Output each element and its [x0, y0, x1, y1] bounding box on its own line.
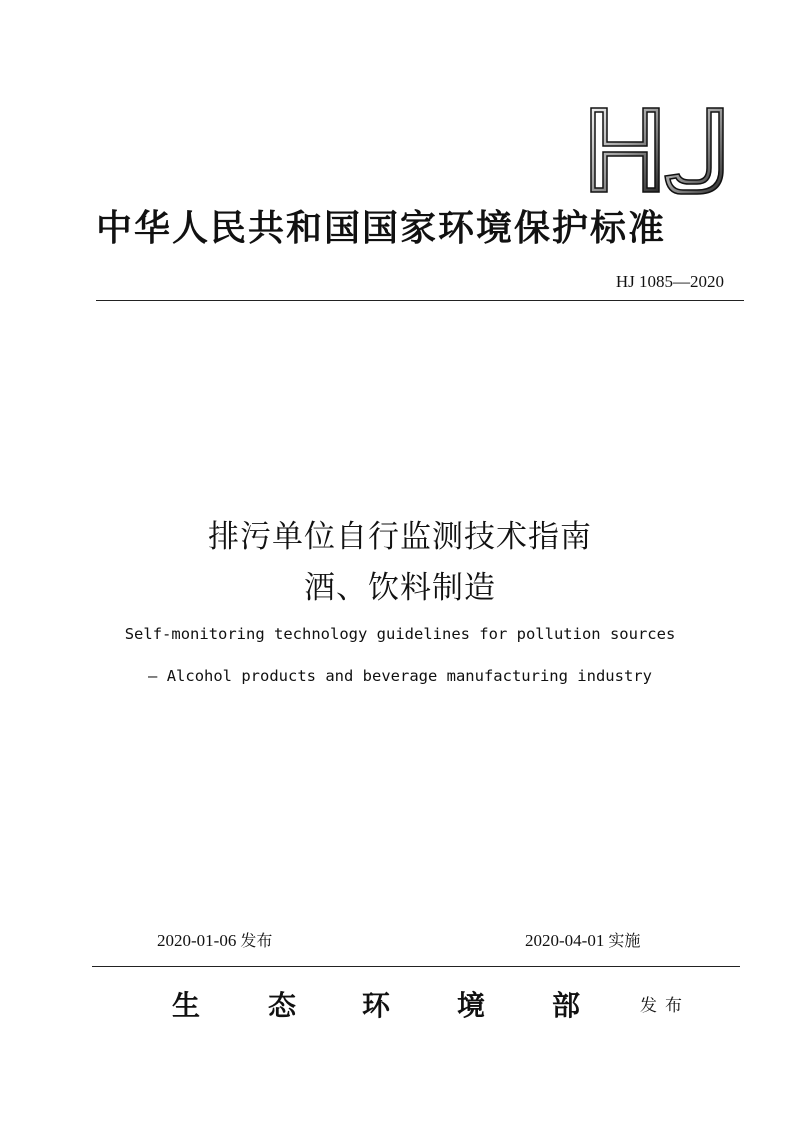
effective-date-label: 实施: [608, 931, 641, 950]
publish-date-value: 2020-01-06: [157, 931, 237, 950]
issuer-char-3: 环: [362, 989, 391, 1022]
standard-number: HJ 1085—2020: [615, 272, 724, 291]
issuer-char-4: 境: [457, 989, 486, 1022]
issuer-char-1: 生: [172, 989, 201, 1022]
chinese-title-line-1: 排污单位自行监测技术指南: [208, 519, 592, 555]
english-title-line-2: — Alcohol products and beverage manufacturing industry: [148, 667, 652, 685]
chinese-title-line-2: 酒、饮料制造: [304, 570, 496, 606]
issuer-suffix: 发布: [640, 996, 690, 1016]
issuer-char-5: 部: [552, 989, 581, 1022]
effective-date-value: 2020-04-01: [525, 931, 605, 950]
top-divider: [96, 300, 744, 301]
publish-date-label: 发布: [240, 931, 273, 950]
english-title-line-1: Self-monitoring technology guidelines for pollution sources: [124, 625, 676, 643]
effective-date: [525, 928, 640, 951]
standard-category-title: 中华人民共和国国家环境保护标准: [96, 207, 667, 249]
bottom-divider: [92, 966, 740, 967]
hj-logo: [585, 104, 735, 196]
publish-date: [157, 928, 272, 951]
issuer-char-2: 态: [268, 989, 297, 1022]
